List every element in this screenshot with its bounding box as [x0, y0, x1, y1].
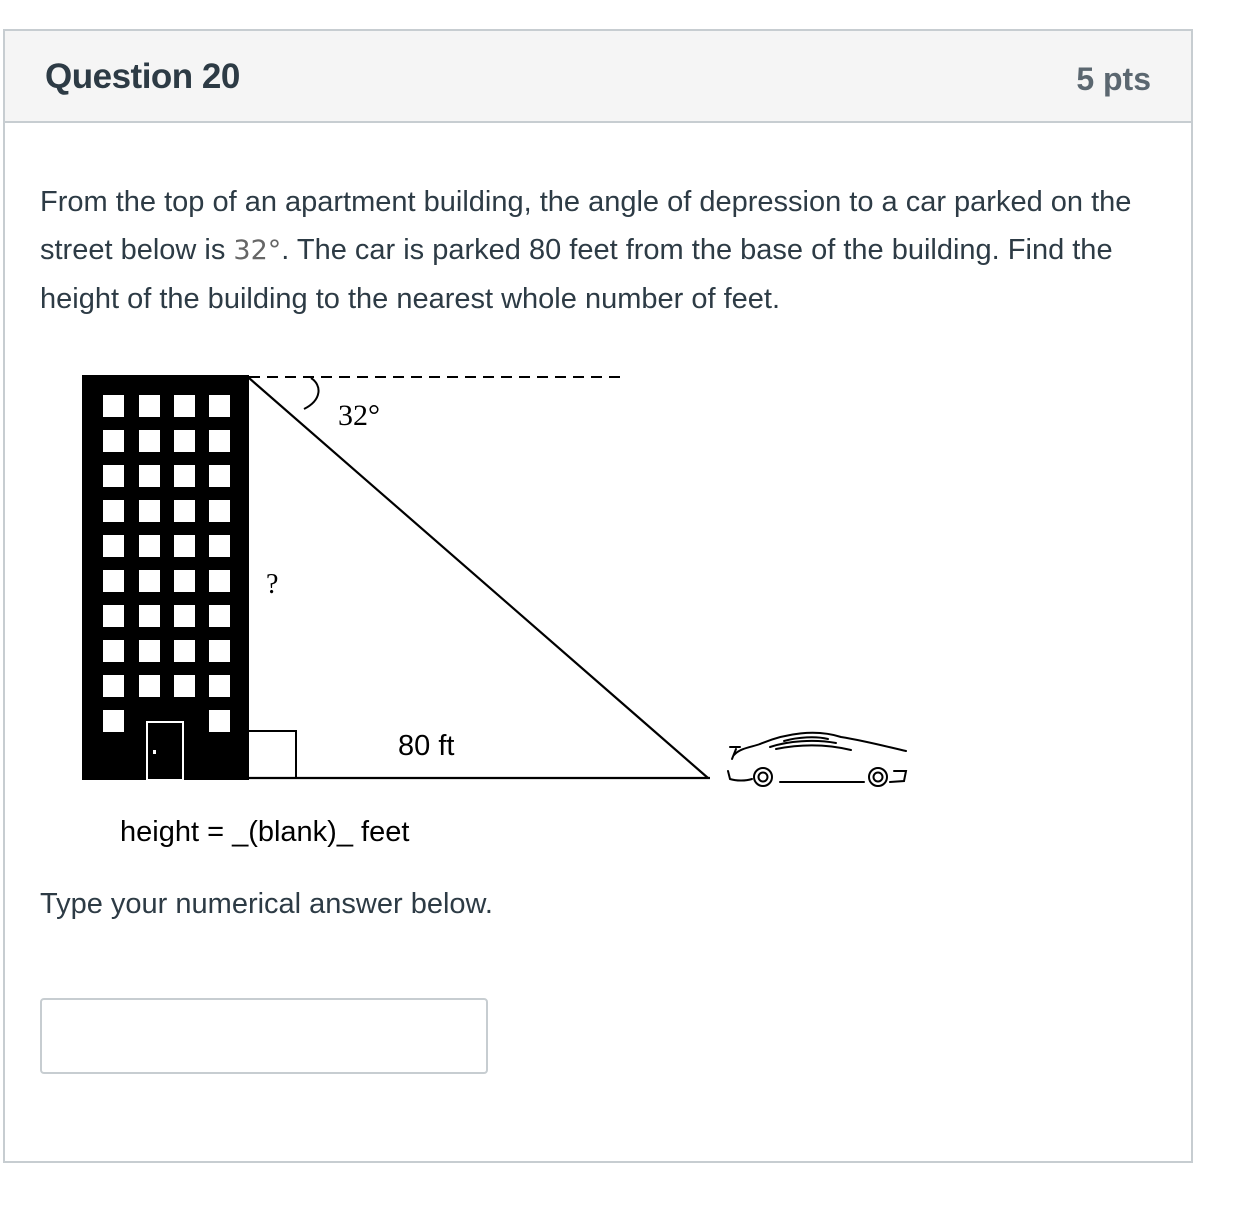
- building-window: [174, 430, 195, 452]
- building-window: [209, 640, 230, 662]
- building-window: [174, 535, 195, 557]
- building-window: [174, 465, 195, 487]
- question-text: [40, 178, 1150, 323]
- angle-arc: [304, 378, 319, 409]
- building-window: [209, 535, 230, 557]
- building-window: [174, 675, 195, 697]
- building-window: [209, 710, 230, 732]
- door-knob: [153, 750, 156, 754]
- answer-instructions: Type your numerical answer below.: [40, 888, 493, 920]
- angle-of-depression-diagram: [76, 345, 916, 795]
- building-window: [103, 430, 124, 452]
- building-window: [103, 395, 124, 417]
- building-door: [147, 722, 183, 780]
- building-window: [103, 570, 124, 592]
- building-window: [103, 500, 124, 522]
- building-window: [103, 605, 124, 627]
- building-window: [209, 395, 230, 417]
- question-title: Question 20: [45, 57, 240, 96]
- building-window: [103, 465, 124, 487]
- building-window: [174, 605, 195, 627]
- building-window: [103, 535, 124, 557]
- building-window: [139, 500, 160, 522]
- question-text-part2: . The car is parked 80 feet from the base of the building. Find the height of the building to the nearest whole number of feet.: [40, 234, 1113, 315]
- building-window: [139, 640, 160, 662]
- building-window: [139, 535, 160, 557]
- building-window: [174, 500, 195, 522]
- numerical-answer-input[interactable]: [40, 998, 488, 1074]
- building-window: [139, 570, 160, 592]
- right-angle-marker: [249, 731, 296, 778]
- building-window: [139, 465, 160, 487]
- inline-angle-value: 32°: [233, 235, 282, 266]
- building-window: [209, 465, 230, 487]
- building-window: [209, 605, 230, 627]
- question-text-part1: From the top of an apartment building, the angle of depression to a car parked on the street below is: [40, 186, 1132, 266]
- building-window: [139, 395, 160, 417]
- distance-label: 80 ft: [398, 730, 455, 762]
- building-window: [174, 640, 195, 662]
- question-points: 5 pts: [1076, 61, 1151, 97]
- building-window: [209, 500, 230, 522]
- question-header: [5, 31, 1191, 123]
- building-window: [209, 430, 230, 452]
- building-window: [139, 430, 160, 452]
- line-of-sight: [249, 378, 708, 778]
- building-window: [139, 605, 160, 627]
- building-window: [174, 395, 195, 417]
- angle-label: 32°: [338, 399, 380, 432]
- height-label: ?: [266, 569, 279, 600]
- building-window: [103, 675, 124, 697]
- height-blank-prompt: height = _(blank)_ feet: [120, 816, 410, 848]
- building-window: [103, 710, 124, 732]
- building-window: [139, 675, 160, 697]
- building-window: [209, 675, 230, 697]
- building-window: [103, 640, 124, 662]
- car-icon: [728, 733, 906, 786]
- building-window: [209, 570, 230, 592]
- building-window: [174, 570, 195, 592]
